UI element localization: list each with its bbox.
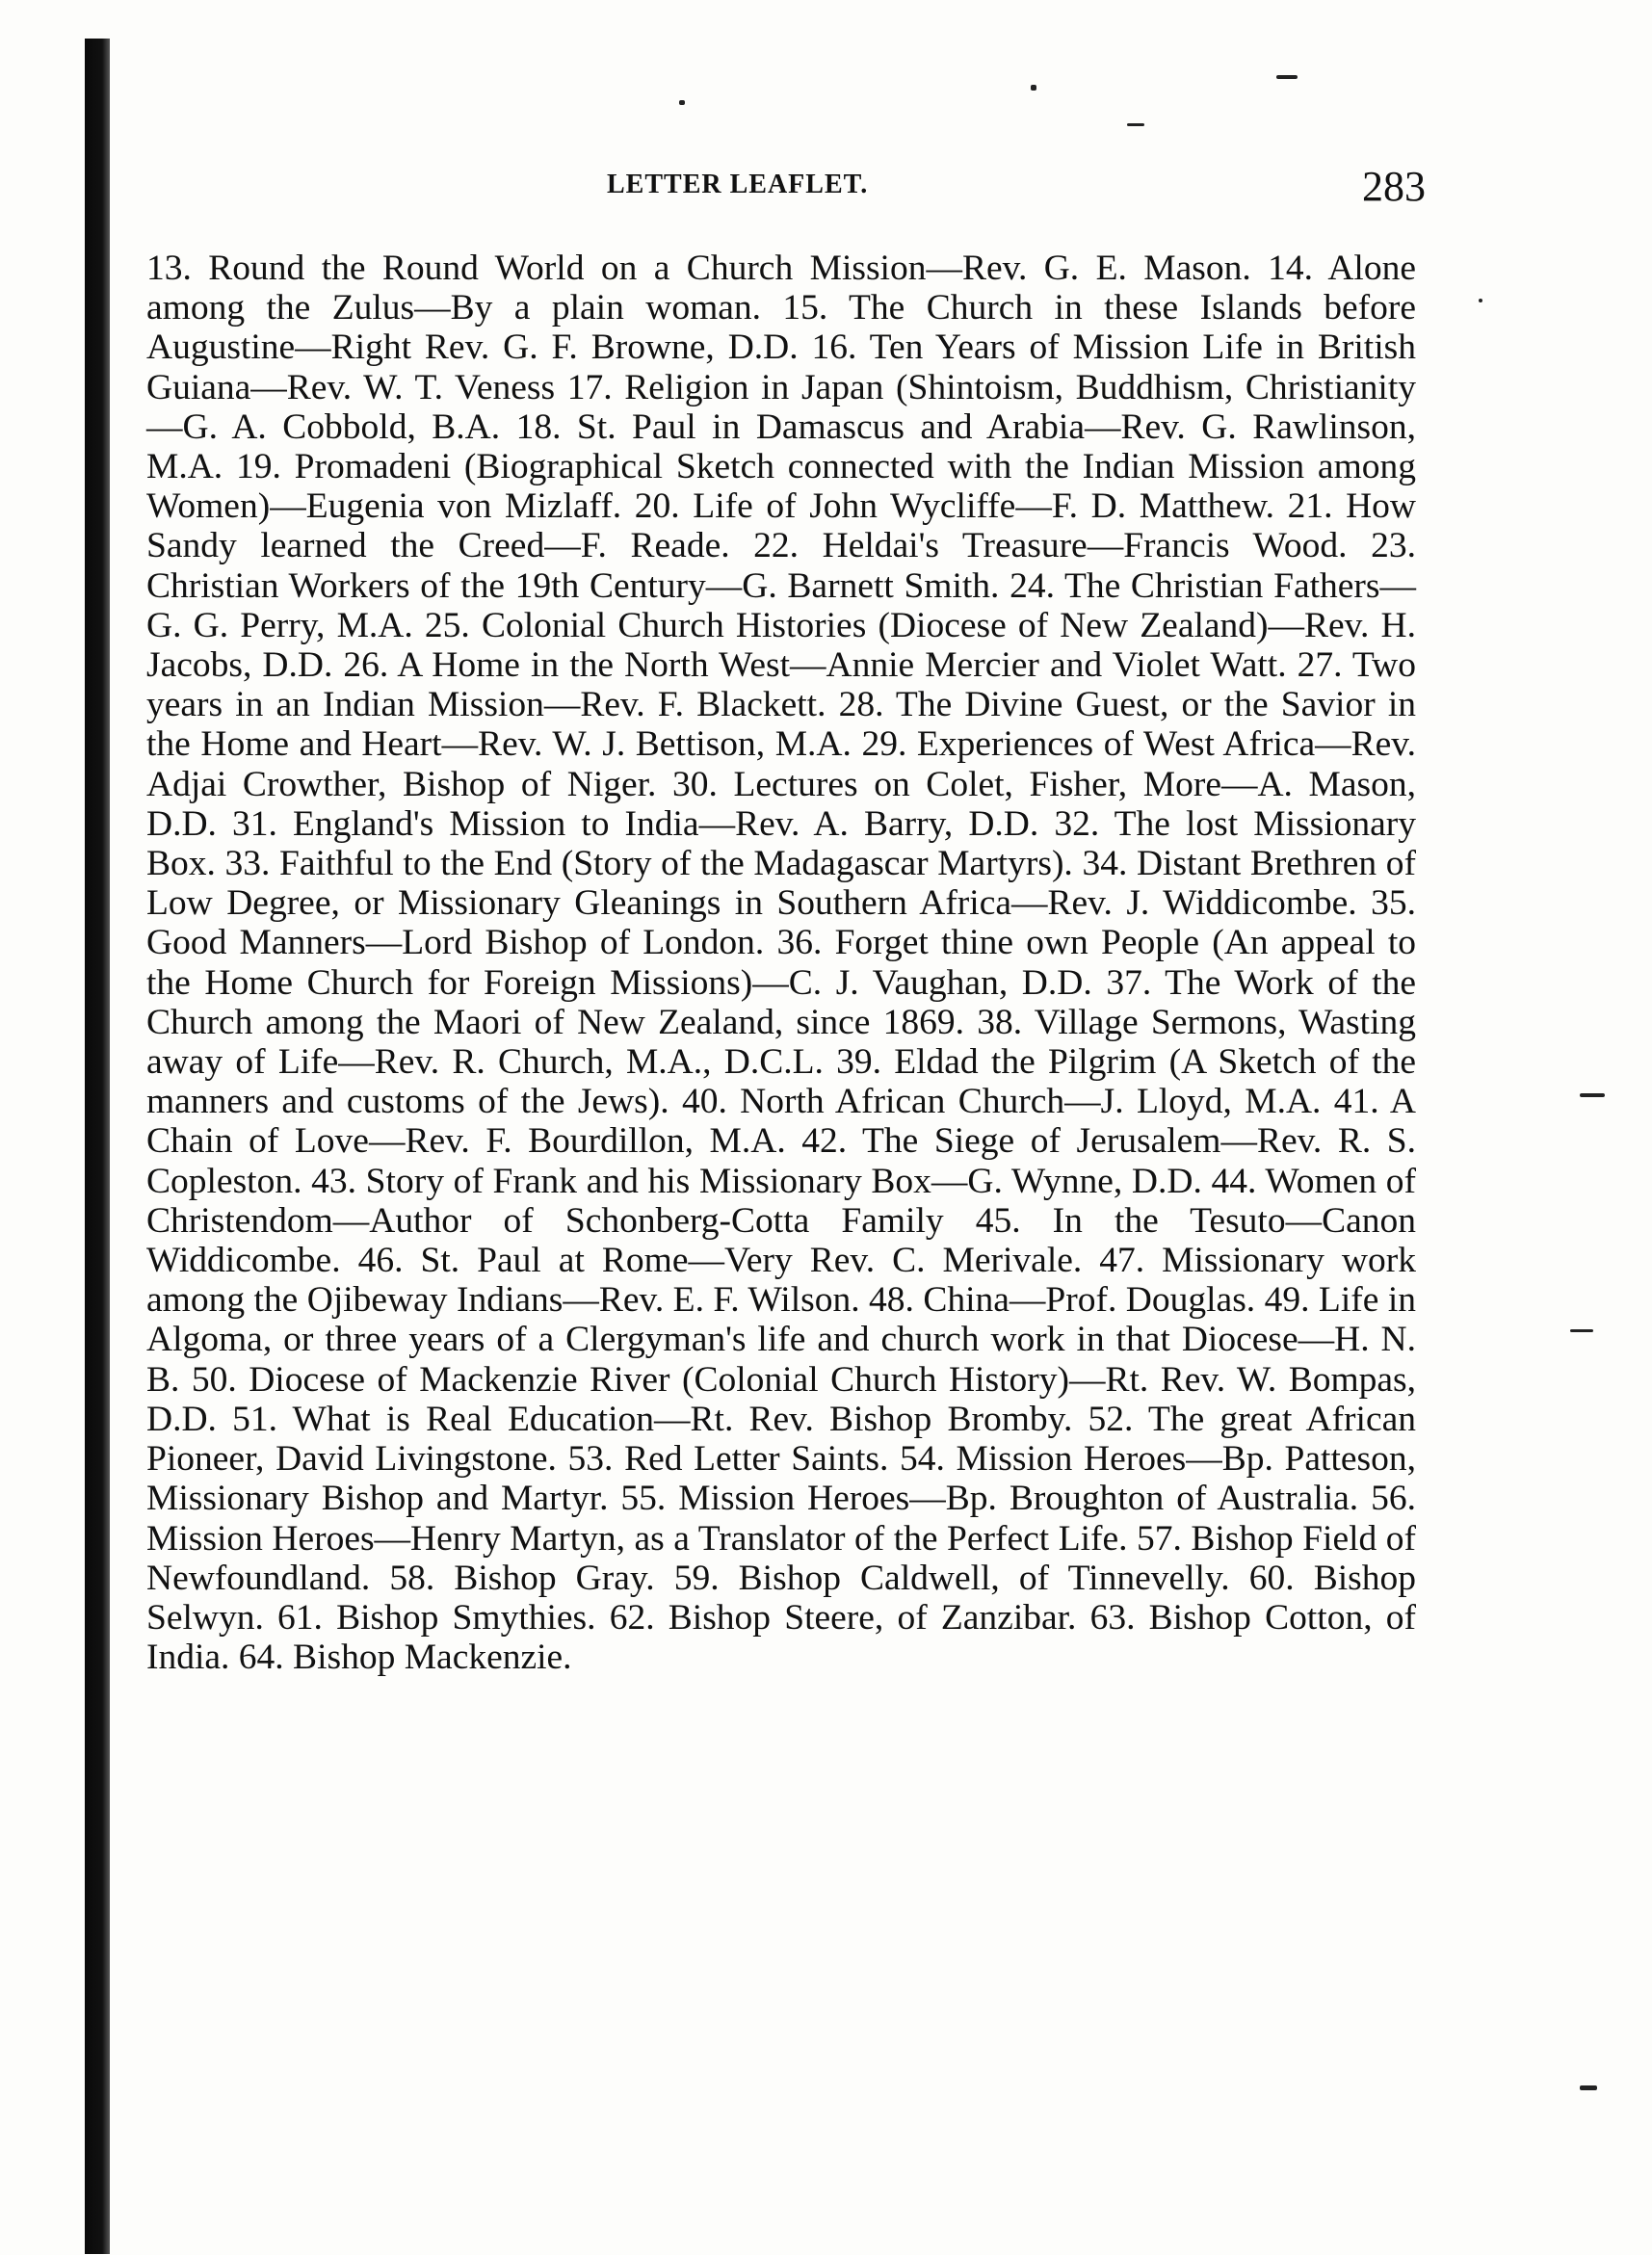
scan-speck [679, 100, 685, 105]
binding-shadow [85, 39, 110, 2254]
scan-speck [1031, 85, 1036, 91]
body-paragraph: 13. Round the Round World on a Church Mission—Rev. G. E. Mason. 14. Alone among the Zulus—By a plain woman. 15. The Church in these Islands before Augustine—Right Rev. G. F. Browne, D.D. 16. Ten Years of Mission Life in British Guiana—Rev. W. T. Veness 17. Religion in Japan (Shintoism, Buddhism, Christianity—G. A. Cobbold, B.A. 18. St. Paul in Damascus and Arabia—Rev. G. Rawlinson, M.A. 19. Promadeni (Biographical Sketch connected with the Indian Mission among Women)—Eugenia von Mizlaff. 20. Life of John Wycliffe—F. D. Matthew. 21. How Sandy learned the Creed—F. Reade. 22. Heldai's Treasure—Francis Wood. 23. Christian Workers of the 19th Century—G. Barnett Smith. 24. The Christian Fathers—G. G. Perry, M.A. 25. Colonial Church Histories (Diocese of New Zealand)—Rev. H. Jacobs, D.D. 26. A Home in the North West—Annie Mercier and Violet Watt. 27. Two years in an Indian Mission—Rev. F. Blackett. 28. The Divine Guest, or the Savior in the Home and Heart—Rev. W. J. Bettison, M.A. 29. Experiences of West Africa—Rev. Adjai Crowther, Bishop of Niger. 30. Lectures on Colet, Fisher, More—A. Mason, D.D. 31. England's Mission to India—Rev. A. Barry, D.D. 32. The lost Missionary Box. 33. Faithful to the End (Story of the Madagascar Martyrs). 34. Distant Brethren of Low Degree, or Missionary Gleanings in Southern Africa—Rev. J. Widdicombe. 35. Good Manners—Lord Bishop of London. 36. Forget thine own People (An appeal to the Home Church for Foreign Missions)—C. J. Vaughan, D.D. 37. The Work of the Church among the Maori of New Zealand, since 1869. 38. Village Sermons, Wasting away of Life—Rev. R. Church, M.A., D.C.L. 39. Eldad the Pilgrim (A Sketch of the manners and customs of the Jews). 40. North African Church—J. Lloyd, M.A. 41. A Chain of Love—Rev. F. Bourdillon, M.A. 42. The Siege of Jerusalem—Rev. R. S. Copleston. 43. Story of Frank and his Missionary Box—G. Wynne, D.D. 44. Women of Christendom—Author of Schonberg-Cotta Family 45. In the Tesuto—Canon Widdicombe. 46. St. Paul at Rome—Very Rev. C. Merivale. 47. Missionary work among the Ojibeway Indians—Rev. E. F. Wilson. 48. China—Prof. Douglas. 49. Life in Algoma, or three years of a Clergyman's life and church work in that Diocese—H. N. B. 50. Diocese of Mackenzie River (Colonial Church History)—Rt. Rev. W. Bompas, D.D. 51. What is Real Education—Rt. Rev. Bishop Bromby. 52. The great African Pioneer, David Livingstone. 53. Red Letter Saints. 54. Mission Heroes—Bp. Patteson, Missionary Bishop and Martyr. 55. Mission Heroes—Bp. Broughton of Australia. 56. Mission Heroes—Henry Martyn, as a Translator of the Perfect Life. 57. Bishop Field of Newfoundland. 58. Bishop Gray. 59. Bishop Caldwell, of Tinnevelly. 60. Bishop Selwyn. 61. Bishop Smythies. 62. Bishop Steere, of Zanzibar. 63. Bishop Cotton, of India. 64. Bishop Mackenzie. [146, 249, 1416, 1678]
scan-speck [1580, 1093, 1605, 1097]
scan-speck [1276, 75, 1298, 79]
scan-speck [1479, 299, 1482, 302]
page-number: 283 [1362, 163, 1426, 210]
scan-speck [1570, 1329, 1593, 1332]
scan-speck [1127, 123, 1144, 126]
page-header [144, 162, 1426, 229]
scan-speck [1580, 2085, 1597, 2090]
running-title: LETTER LEAFLET. [607, 170, 869, 199]
